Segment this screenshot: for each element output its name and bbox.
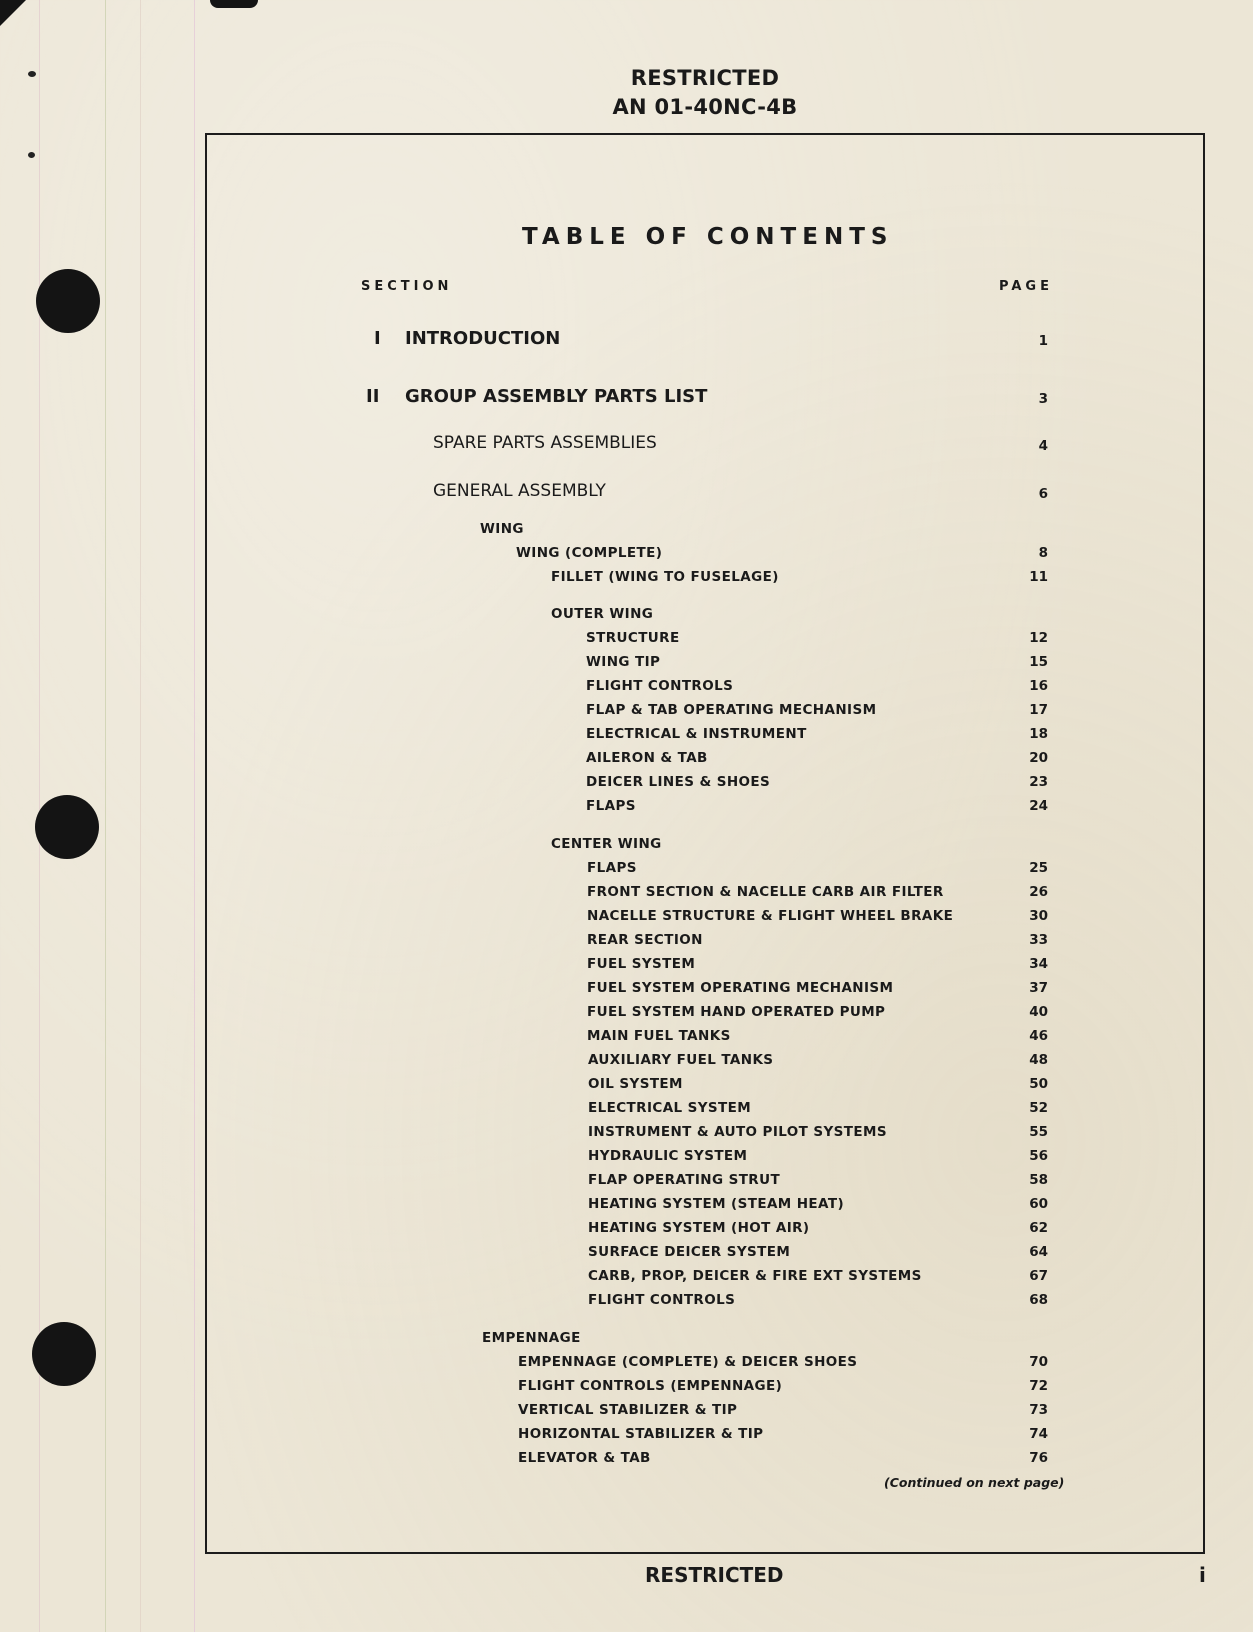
toc-entry-label: DEICER LINES & SHOES bbox=[586, 774, 771, 790]
continued-note: (Continued on next page) bbox=[884, 1475, 1065, 1490]
toc-entry-page: 52 bbox=[1029, 1100, 1048, 1116]
header-classification: RESTRICTED bbox=[630, 66, 780, 90]
section-numeral: I bbox=[374, 328, 381, 349]
toc-entry-page: 56 bbox=[1029, 1148, 1048, 1164]
ink-speck bbox=[28, 152, 35, 158]
toc-entry-label: HYDRAULIC SYSTEM bbox=[588, 1148, 748, 1164]
toc-entry-label: REAR SECTION bbox=[587, 932, 703, 948]
toc-entry-page: 62 bbox=[1029, 1220, 1048, 1236]
toc-entry-label: FLIGHT CONTROLS bbox=[588, 1292, 736, 1308]
toc-entry-page: 12 bbox=[1029, 630, 1048, 646]
toc-entry-label: WING bbox=[480, 521, 524, 537]
toc-entry-page: 24 bbox=[1029, 798, 1048, 814]
toc-entry-label: CENTER WING bbox=[551, 836, 662, 852]
toc-entry-label: HEATING SYSTEM (STEAM HEAT) bbox=[588, 1196, 845, 1212]
toc-entry-page: 16 bbox=[1029, 678, 1048, 694]
toc-entry-label: ELECTRICAL & INSTRUMENT bbox=[586, 726, 807, 742]
toc-entry-page: 70 bbox=[1029, 1354, 1048, 1370]
toc-entry-label: WING (COMPLETE) bbox=[516, 545, 663, 561]
toc-entry-label: GROUP ASSEMBLY PARTS LIST bbox=[405, 386, 708, 407]
toc-entry-page: 46 bbox=[1029, 1028, 1048, 1044]
toc-entry-page: 68 bbox=[1029, 1292, 1048, 1308]
toc-entry-label: WING TIP bbox=[586, 654, 661, 670]
toc-entry-label: FUEL SYSTEM bbox=[587, 956, 696, 972]
toc-entry-page: 26 bbox=[1029, 884, 1048, 900]
section-numeral: II bbox=[366, 386, 380, 407]
toc-entry-label: FLIGHT CONTROLS (EMPENNAGE) bbox=[518, 1378, 783, 1394]
toc-entry-page: 72 bbox=[1029, 1378, 1048, 1394]
toc-entry-page: 15 bbox=[1029, 654, 1048, 670]
toc-entry-label: MAIN FUEL TANKS bbox=[587, 1028, 731, 1044]
toc-entry-label: VERTICAL STABILIZER & TIP bbox=[518, 1402, 738, 1418]
toc-entry-label: FRONT SECTION & NACELLE CARB AIR FILTER bbox=[587, 884, 944, 900]
toc-entry-label: EMPENNAGE bbox=[482, 1330, 581, 1346]
toc-entry-page: 1 bbox=[1038, 333, 1048, 349]
toc-entry-label: EMPENNAGE (COMPLETE) & DEICER SHOES bbox=[518, 1354, 858, 1370]
toc-entry-page: 23 bbox=[1029, 774, 1048, 790]
toc-entry-label: FLAP & TAB OPERATING MECHANISM bbox=[586, 702, 877, 718]
paper-rule-line bbox=[194, 0, 195, 1632]
toc-entry-label: FLIGHT CONTROLS bbox=[586, 678, 734, 694]
toc-entry-label: OUTER WING bbox=[551, 606, 654, 622]
toc-entry-label: FLAPS bbox=[586, 798, 636, 814]
page-column-header: PAGE bbox=[999, 279, 1053, 294]
toc-entry-label: OIL SYSTEM bbox=[588, 1076, 683, 1092]
toc-entry-label: ELEVATOR & TAB bbox=[518, 1450, 651, 1466]
binder-hole bbox=[36, 269, 100, 333]
toc-entry-page: 60 bbox=[1029, 1196, 1048, 1212]
section-column-header: SECTION bbox=[361, 279, 453, 294]
toc-entry-page: 48 bbox=[1029, 1052, 1048, 1068]
page-tab-shadow bbox=[210, 0, 258, 8]
toc-entry-label: CARB, PROP, DEICER & FIRE EXT SYSTEMS bbox=[588, 1268, 922, 1284]
torn-corner bbox=[0, 0, 26, 26]
toc-entry-label: SURFACE DEICER SYSTEM bbox=[588, 1244, 791, 1260]
toc-entry-page: 6 bbox=[1038, 486, 1048, 502]
toc-entry-page: 64 bbox=[1029, 1244, 1048, 1260]
toc-entry-label: INTRODUCTION bbox=[405, 328, 561, 349]
toc-entry-page: 55 bbox=[1029, 1124, 1048, 1140]
toc-entry-label: NACELLE STRUCTURE & FLIGHT WHEEL BRAKE bbox=[587, 908, 954, 924]
page-title: TABLE OF CONTENTS bbox=[522, 224, 894, 250]
toc-entry-page: 67 bbox=[1029, 1268, 1048, 1284]
toc-entry-page: 58 bbox=[1029, 1172, 1048, 1188]
toc-entry-page: 8 bbox=[1038, 545, 1048, 561]
toc-entry-page: 34 bbox=[1029, 956, 1048, 972]
toc-entry-page: 76 bbox=[1029, 1450, 1048, 1466]
binder-hole bbox=[32, 1322, 96, 1386]
toc-entry-page: 11 bbox=[1029, 569, 1048, 585]
toc-entry-label: FILLET (WING TO FUSELAGE) bbox=[551, 569, 779, 585]
toc-entry-page: 3 bbox=[1038, 391, 1048, 407]
toc-entry-page: 20 bbox=[1029, 750, 1048, 766]
toc-entry-page: 50 bbox=[1029, 1076, 1048, 1092]
toc-entry-page: 18 bbox=[1029, 726, 1048, 742]
toc-entry-label: ELECTRICAL SYSTEM bbox=[588, 1100, 752, 1116]
toc-entry-page: 73 bbox=[1029, 1402, 1048, 1418]
toc-entry-label: AILERON & TAB bbox=[586, 750, 708, 766]
toc-entry-label: FUEL SYSTEM OPERATING MECHANISM bbox=[587, 980, 894, 996]
toc-entry-label: FUEL SYSTEM HAND OPERATED PUMP bbox=[587, 1004, 886, 1020]
toc-entry-label: HORIZONTAL STABILIZER & TIP bbox=[518, 1426, 764, 1442]
toc-entry-page: 37 bbox=[1029, 980, 1048, 996]
paper-rule-line bbox=[105, 0, 106, 1632]
footer-page-number: i bbox=[1199, 1563, 1206, 1587]
toc-entry-page: 33 bbox=[1029, 932, 1048, 948]
toc-entry-page: 40 bbox=[1029, 1004, 1048, 1020]
toc-entry-label: AUXILIARY FUEL TANKS bbox=[588, 1052, 774, 1068]
toc-entry-label: STRUCTURE bbox=[586, 630, 680, 646]
document-number: AN 01-40NC-4B bbox=[612, 95, 798, 119]
binder-hole bbox=[35, 795, 99, 859]
toc-entry-label: GENERAL ASSEMBLY bbox=[433, 481, 606, 501]
content-frame bbox=[205, 133, 1205, 1554]
paper-rule-line bbox=[140, 0, 141, 1632]
toc-entry-page: 25 bbox=[1029, 860, 1048, 876]
toc-entry-page: 4 bbox=[1038, 438, 1048, 454]
toc-entry-label: SPARE PARTS ASSEMBLIES bbox=[433, 433, 657, 453]
toc-entry-label: HEATING SYSTEM (HOT AIR) bbox=[588, 1220, 810, 1236]
footer-classification: RESTRICTED bbox=[645, 1563, 784, 1587]
toc-entry-page: 74 bbox=[1029, 1426, 1048, 1442]
toc-entry-label: FLAPS bbox=[587, 860, 637, 876]
toc-entry-page: 30 bbox=[1029, 908, 1048, 924]
toc-entry-page: 17 bbox=[1029, 702, 1048, 718]
toc-entry-label: FLAP OPERATING STRUT bbox=[588, 1172, 781, 1188]
toc-entry-label: INSTRUMENT & AUTO PILOT SYSTEMS bbox=[588, 1124, 887, 1140]
